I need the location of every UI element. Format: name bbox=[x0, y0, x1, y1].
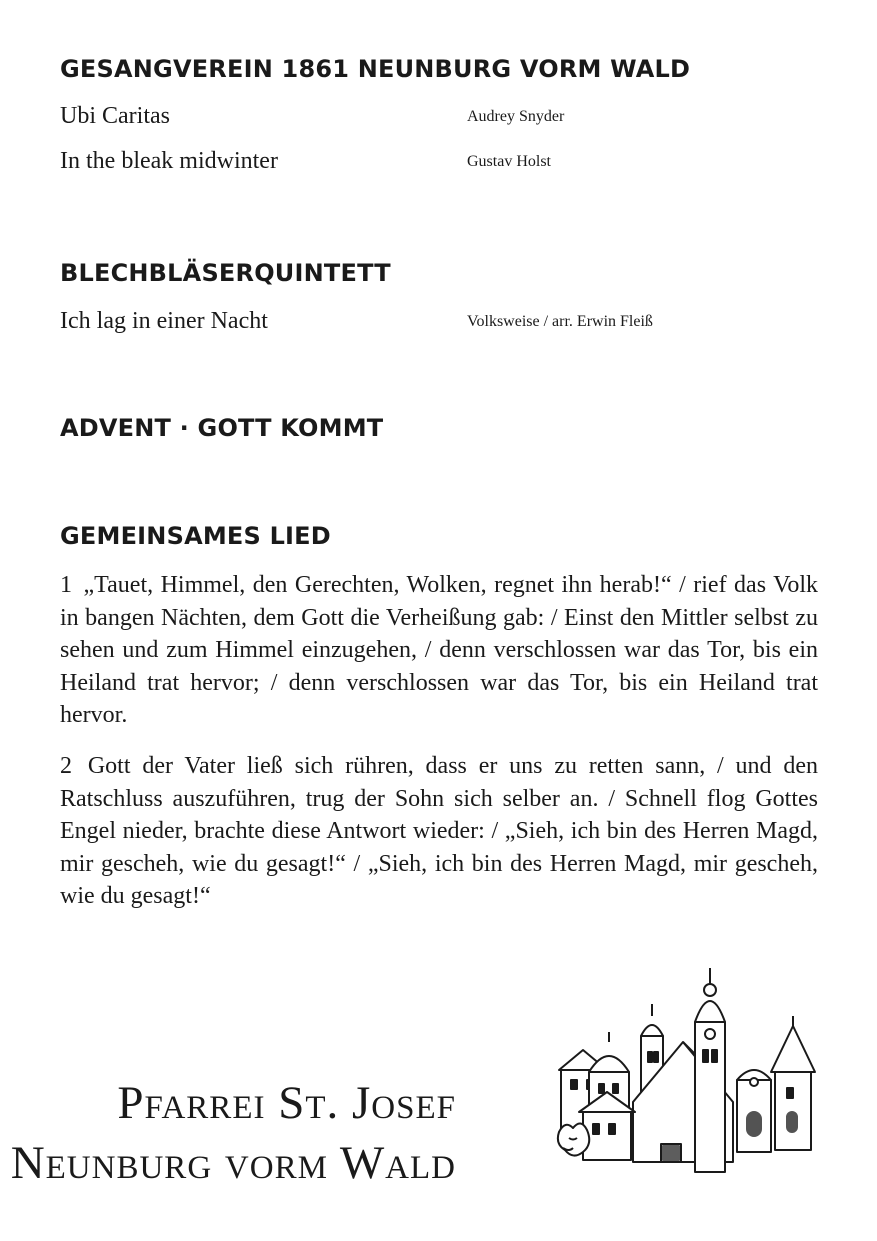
program-item bbox=[60, 148, 760, 178]
verse-number: 1 bbox=[60, 572, 72, 598]
parish-name: Pfarrei St. Josef bbox=[117, 1077, 456, 1129]
piece-composer: Audrey Snyder bbox=[467, 108, 565, 125]
parish-town: Neunburg vorm Wald bbox=[10, 1137, 456, 1189]
section-heading-blechblaeser: BLECHBLÄSERQUINTETT bbox=[60, 259, 391, 287]
piece-composer: Gustav Holst bbox=[467, 153, 551, 170]
program-item bbox=[60, 103, 760, 133]
piece-title: In the bleak midwinter bbox=[60, 148, 278, 174]
verse-text: Gott der Vater ließ sich rühren, dass er uns zu retten sann, / und den Ratschluss auszuführen, trug der Sohn sich selber an. / Schnell flog Gottes Engel nieder, brachte diese Antwort wieder: / „Sieh, ich bin des Herren Magd, mir gescheh, wie du gesagt!“ / „Sieh, ich bin des Herren Magd, mir gescheh, wie du gesagt!“ bbox=[60, 753, 819, 909]
townscape-illustration bbox=[553, 962, 819, 1184]
program-item bbox=[60, 308, 760, 338]
song-verse bbox=[60, 750, 818, 913]
verse-text: „Tauet, Himmel, den Gerechten, Wolken, regnet ihn herab!“ / rief das Volk in bangen Nächten, dem Gott die Verheißung gab: / Einst den Mittler selbst zu sehen und zum Himmel einzugehen, / denn verschlossen war das Tor, bis ein Heiland trat hervor; / denn verschlossen war das Tor, bis ein Heiland trat hervor. bbox=[60, 572, 819, 728]
church-tower-icon bbox=[695, 1022, 725, 1172]
verse-number: 2 bbox=[60, 753, 72, 779]
piece-title: Ich lag in einer Nacht bbox=[60, 308, 268, 334]
section-heading-advent: ADVENT · GOTT KOMMT bbox=[60, 414, 384, 442]
song-verse bbox=[60, 569, 818, 732]
section-heading-gesangverein: GESANGVEREIN 1861 NEUNBURG VORM WALD bbox=[60, 55, 691, 83]
piece-title: Ubi Caritas bbox=[60, 103, 170, 129]
piece-composer: Volksweise / arr. Erwin Fleiß bbox=[467, 313, 653, 330]
section-heading-gemeinsames-lied: GEMEINSAMES LIED bbox=[60, 522, 331, 550]
